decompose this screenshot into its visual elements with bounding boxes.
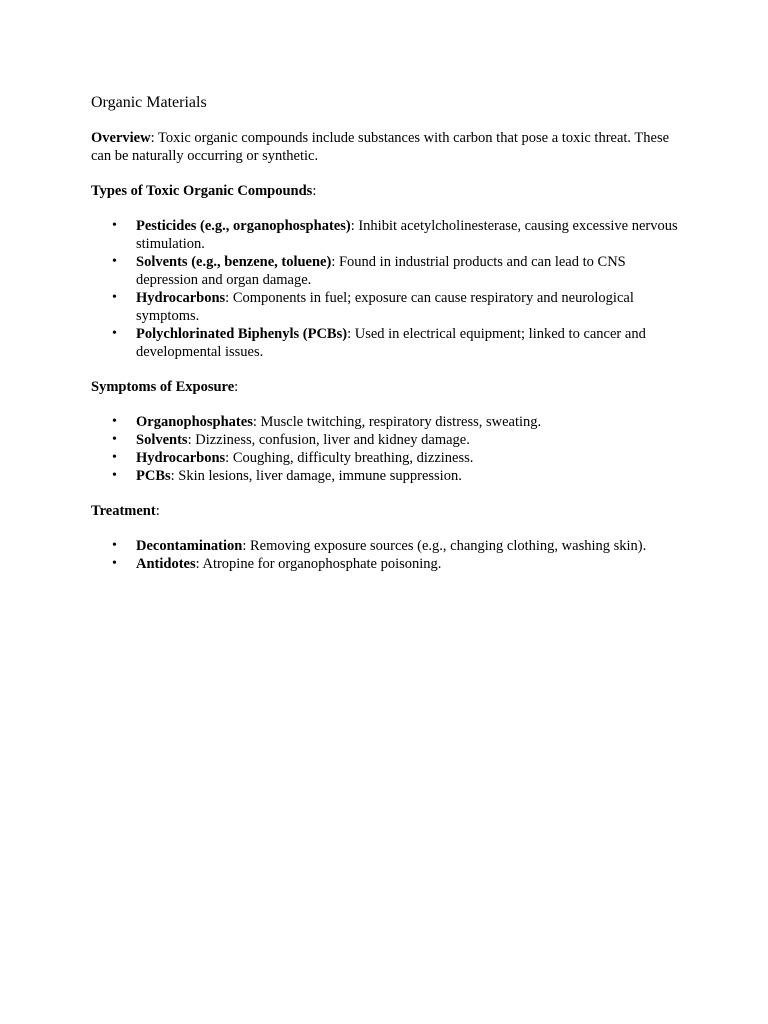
- list-item-term: Hydrocarbons: [136, 290, 226, 306]
- overview-label: Overview: [91, 130, 151, 146]
- bullet-icon: •: [112, 538, 117, 553]
- symptoms-heading-suffix: :: [234, 379, 239, 395]
- list-item-desc: : Inhibit acetylcholinesterase, causing excessive nervous stimulation.: [136, 218, 678, 252]
- treatment-list: [91, 537, 681, 573]
- list-item-desc: : Used in electrical equipment; linked to cancer and developmental issues.: [136, 326, 646, 360]
- list-item-desc: : Coughing, difficulty breathing, dizziness.: [225, 450, 474, 466]
- document-page: [91, 92, 681, 590]
- types-heading: [91, 182, 681, 200]
- types-heading-suffix: :: [312, 183, 317, 199]
- list-item: [91, 413, 681, 431]
- list-item-term: Pesticides (e.g., organophosphates): [136, 218, 351, 234]
- bullet-icon: •: [112, 556, 117, 571]
- list-item-term: Solvents (e.g., benzene, toluene): [136, 254, 332, 270]
- bullet-icon: •: [112, 290, 117, 305]
- list-item-desc: : Muscle twitching, respiratory distress, sweating.: [252, 414, 542, 430]
- symptoms-heading-label: Symptoms of Exposure: [91, 379, 235, 395]
- bullet-icon: •: [112, 218, 117, 233]
- list-item: [91, 537, 681, 555]
- overview-text: : Toxic organic compounds include substances with carbon that pose a toxic threat. These can be naturally occurring or synthetic.: [91, 130, 670, 164]
- list-item-term: Decontamination: [136, 538, 243, 554]
- list-item: [91, 431, 681, 449]
- bullet-icon: •: [112, 326, 117, 341]
- list-item: [91, 217, 681, 253]
- bullet-icon: •: [112, 468, 117, 483]
- symptoms-list: [91, 413, 681, 485]
- list-item-term: Organophosphates: [136, 414, 253, 430]
- types-heading-label: Types of Toxic Organic Compounds: [91, 183, 313, 199]
- types-list: [91, 217, 681, 361]
- list-item-term: Antidotes: [136, 556, 196, 572]
- list-item-desc: : Removing exposure sources (e.g., changing clothing, washing skin).: [242, 538, 647, 554]
- list-item: [91, 253, 681, 289]
- treatment-heading: [91, 502, 681, 520]
- list-item-desc: : Dizziness, confusion, liver and kidney damage.: [187, 432, 470, 448]
- list-item: [91, 325, 681, 361]
- symptoms-heading: [91, 378, 681, 396]
- list-item-desc: : Skin lesions, liver damage, immune suppression.: [170, 468, 462, 484]
- list-item-term: PCBs: [136, 468, 171, 484]
- treatment-heading-label: Treatment: [91, 503, 156, 519]
- list-item: [91, 289, 681, 325]
- list-item-term: Hydrocarbons: [136, 450, 226, 466]
- bullet-icon: •: [112, 254, 117, 269]
- list-item-term: Solvents: [136, 432, 188, 448]
- list-item-term: Polychlorinated Biphenyls (PCBs): [136, 326, 348, 342]
- list-item-desc: : Components in fuel; exposure can cause respiratory and neurological symptoms.: [136, 290, 634, 324]
- treatment-heading-suffix: :: [155, 503, 160, 519]
- list-item-desc: : Atropine for organophosphate poisoning.: [195, 556, 442, 572]
- bullet-icon: •: [112, 432, 117, 447]
- list-item: [91, 449, 681, 467]
- list-item: [91, 467, 681, 485]
- page-title: Organic Materials: [91, 94, 207, 111]
- list-item: [91, 555, 681, 573]
- bullet-icon: •: [112, 414, 117, 429]
- list-item-desc: : Found in industrial products and can lead to CNS depression and organ damage.: [136, 254, 626, 288]
- bullet-icon: •: [112, 450, 117, 465]
- overview-paragraph: [91, 129, 681, 165]
